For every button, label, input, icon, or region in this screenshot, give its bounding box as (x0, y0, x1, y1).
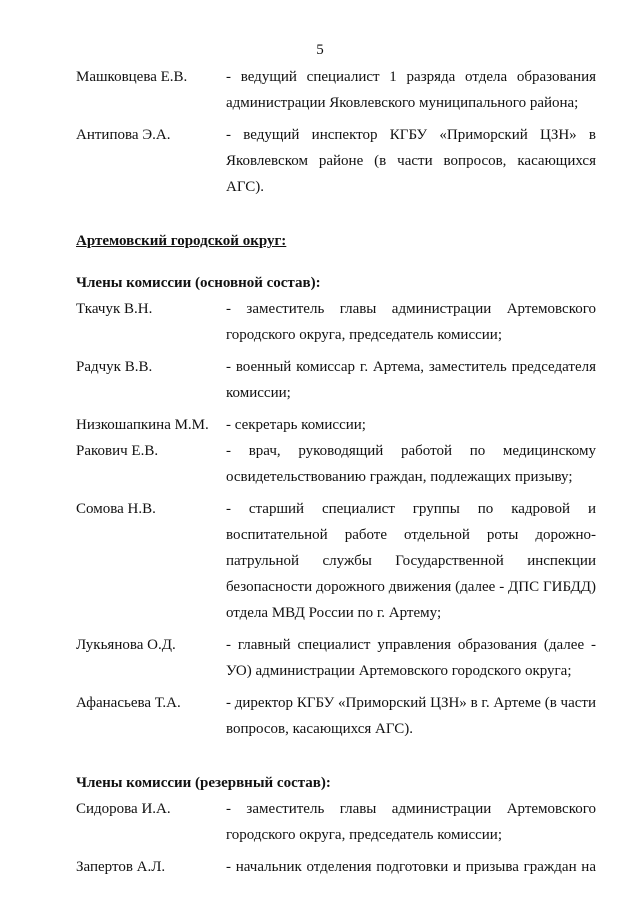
member-description: - ведущий инспектор КГБУ «Приморский ЦЗН» в Яковлевском районе (в части вопросов, касающихся АГС). (226, 127, 596, 195)
member-description: - директор КГБУ «Приморский ЦЗН» в г. Артеме (в части вопросов, касающихся АГС). (226, 695, 596, 737)
member-name: Машковцева Е.В. (76, 69, 188, 85)
member-name: Радчук В.В. (76, 359, 153, 375)
main-composition-heading: Члены комиссии (основной состав): (76, 275, 321, 291)
member-name: Ткачук В.Н. (76, 301, 153, 317)
member-name: Низкошапкина М.М. (76, 417, 209, 433)
member-description: - секретарь комиссии; (226, 417, 366, 433)
reserve-composition-heading: Члены комиссии (резервный состав): (76, 775, 331, 791)
member-description: - заместитель главы администрации Артемовского городского округа, председатель комиссии; (226, 301, 596, 343)
member-row (76, 354, 596, 406)
member-description: - ведущий специалист 1 разряда отдела образования администрации Яковлевского муниципального района; (226, 69, 596, 111)
member-description: - старший специалист группы по кадровой и воспитательной работе отдельной роты дорожно-патрульной службы Государственной инспекции безопасности дорожного движения (далее - ДПС ГИБДД) отдела МВД России по г. Артему; (226, 501, 596, 621)
member-name: Афанасьева Т.А. (76, 695, 181, 711)
member-name: Сомова Н.В. (76, 501, 156, 517)
member-description: - заместитель главы администрации Артемовского городского округа, председатель комиссии; (226, 801, 596, 843)
member-row (76, 122, 596, 200)
page-number: 5 (316, 42, 324, 58)
member-name: Ракович Е.В. (76, 443, 159, 459)
member-row (76, 64, 596, 116)
member-description: - военный комиссар г. Артема, заместитель председателя комиссии; (226, 359, 596, 401)
member-row (76, 412, 596, 438)
member-description: - главный специалист управления образования (далее - УО) администрации Артемовского городского округа; (226, 637, 596, 679)
member-row (76, 496, 596, 626)
member-row (76, 438, 596, 490)
member-row (76, 796, 596, 848)
member-row (76, 632, 596, 684)
member-description: - начальник отделения подготовки и призыва граждан на (226, 859, 596, 875)
member-name: Антипова Э.А. (76, 127, 171, 143)
member-name: Сидорова И.А. (76, 801, 171, 817)
member-row (76, 854, 596, 880)
member-name: Запертов А.Л. (76, 859, 166, 875)
document-body (76, 64, 596, 880)
member-row (76, 690, 596, 742)
district-title: Артемовский городской округ: (76, 233, 287, 249)
member-description: - врач, руководящий работой по медицинскому освидетельствованию граждан, подлежащих призыву; (226, 443, 596, 485)
member-row (76, 296, 596, 348)
member-name: Лукьянова О.Д. (76, 637, 176, 653)
